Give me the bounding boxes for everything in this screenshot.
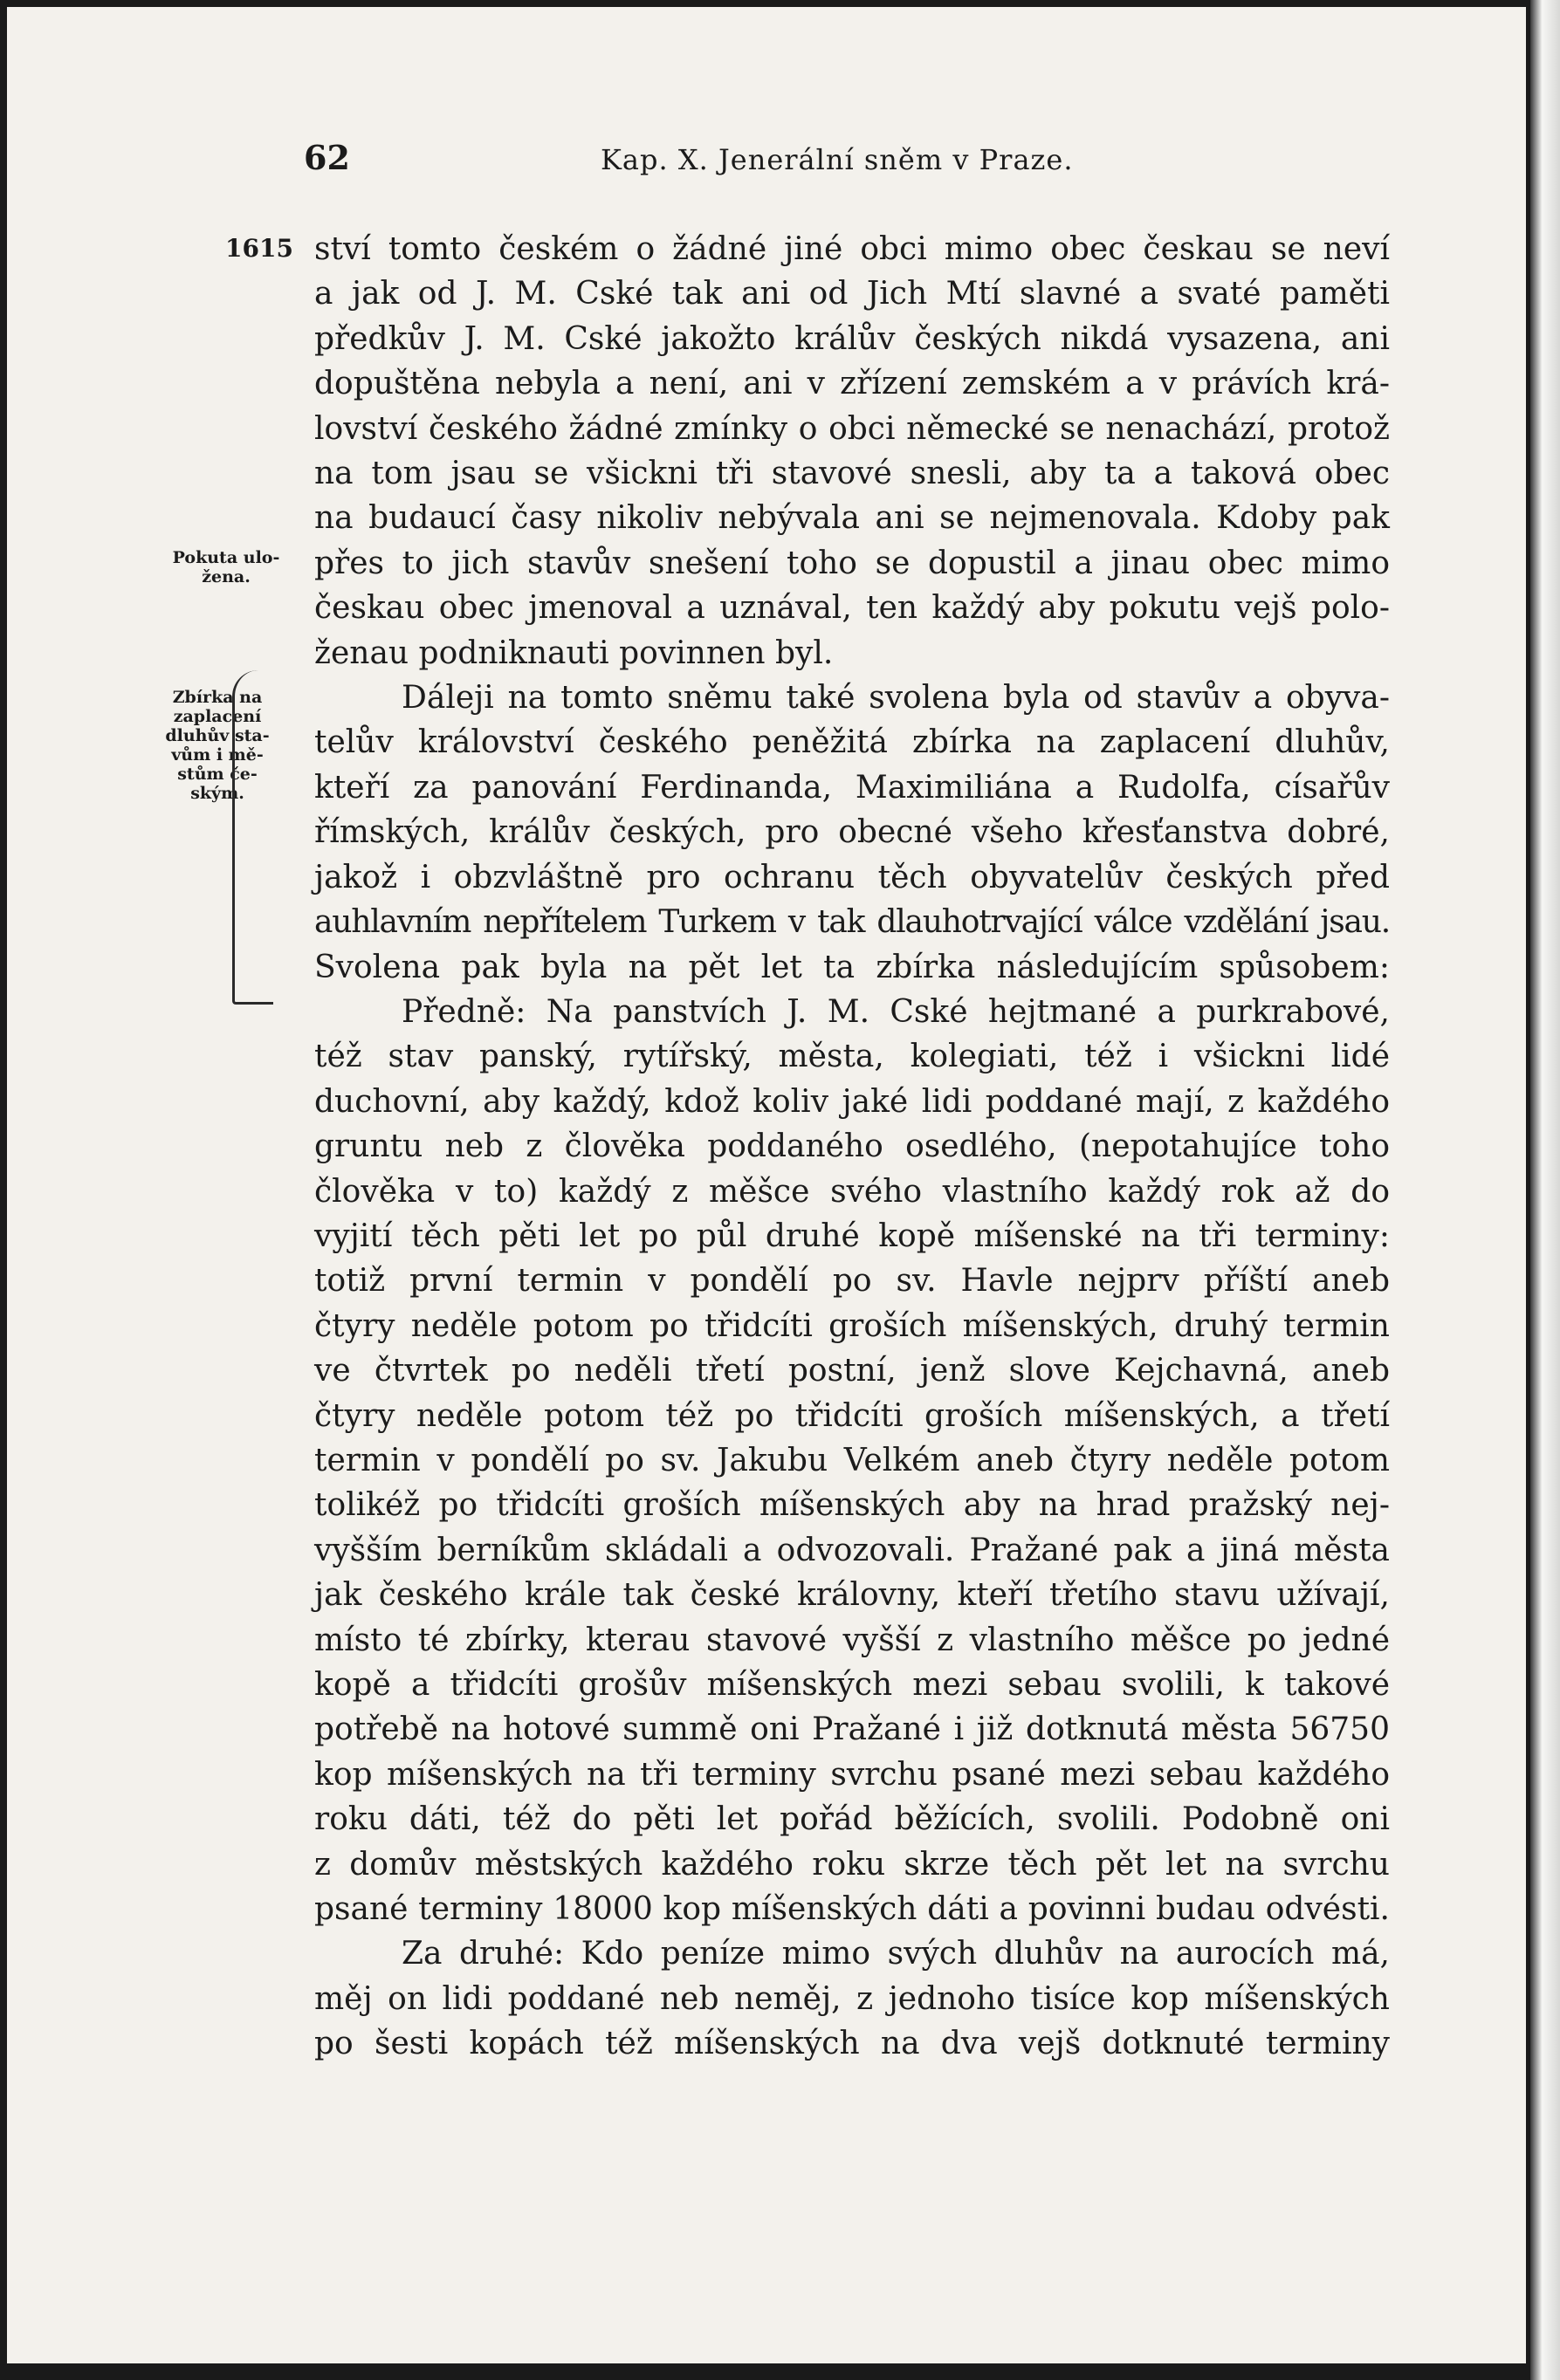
margin-year: 1615: [225, 234, 293, 263]
text-line: Za druhé: Kdo peníze mimo svých dluhův na aurocích má,: [402, 1936, 1390, 1972]
text-line: čtyry neděle potom též po třidcíti groších míšenských, a třetí: [314, 1397, 1390, 1434]
text-line: na budaucí časy nikoliv nebývala ani se nejmenovala. Kdoby pak: [314, 500, 1390, 537]
page-header: [304, 138, 1395, 190]
margin-note-collection: Zbírka na zaplacení dluhův sta- vům i mě- stům če- ským.: [165, 688, 270, 803]
text-line: roku dáti, též do pěti let pořád běžících, svolili. Podobně oni: [314, 1801, 1390, 1838]
text-line: jakož i obzvláštně pro ochranu těch obyvatelův českých před: [314, 859, 1390, 895]
text-line: Dáleji na tomto sněmu také svolena byla od stavův a obyva-: [402, 680, 1390, 717]
text-line: z domův městských každého roku skrze těch pět let na svrchu: [314, 1846, 1390, 1883]
text-line: tolikéž po třidcíti groších míšenských aby na hrad pražský nej-: [314, 1487, 1390, 1524]
text-line: vyšším berníkům skládali a odvozovali. Pražané pak a jiná města: [314, 1532, 1390, 1568]
text-line: ve čtvrtek po neděli třetí postní, jenž slove Kejchavná, aneb: [314, 1353, 1390, 1389]
text-line: římských, králův českých, pro obecné všeho křesťanstva dobré,: [314, 814, 1390, 851]
text-line: čtyry neděle potom po třidcíti groších míšenských, druhý termin: [314, 1307, 1390, 1344]
text-line: kop míšenských na tři terminy svrchu psané mezi sebau každého: [314, 1756, 1390, 1793]
book-page: [7, 7, 1526, 2363]
text-line: přes to jich stavův snešení toho se dopustil a jinau obec mimo: [314, 545, 1390, 581]
page-number: 62: [304, 138, 350, 177]
text-line: ství tomto českém o žádné jiné obci mimo obec českau se neví: [314, 231, 1390, 267]
running-title: Kap. X. Jenerální sněm v Praze.: [601, 143, 1074, 176]
text-line: telův království českého peněžitá zbírka na zaplacení dluhův,: [314, 724, 1390, 761]
text-line: předkův J. M. Cské jakožto králův českých nikdá vysazena, ani: [314, 320, 1390, 357]
text-line: kopě a třidcíti grošův míšenských mezi sebau svolili, k takové: [314, 1667, 1390, 1703]
text-line: jak českého krále tak české královny, kteří třetího stavu užívají,: [314, 1577, 1390, 1614]
text-line: dopuštěna nebyla a není, ani v zřízení zemském a v právích krá-: [314, 366, 1390, 402]
text-line: lovství českého žádné zmínky o obci německé se nenachází, protož: [314, 410, 1390, 447]
text-line: vyjití těch pěti let po půl druhé kopě míšenské na tři terminy:: [314, 1217, 1390, 1254]
text-line: duchovní, aby každý, kdož koliv jaké lidi poddané mají, z každého: [314, 1083, 1390, 1120]
margin-note-penalty: Pokuta ulo- žena.: [172, 548, 280, 586]
text-line: na tom jsau se všickni tři stavové snesli, aby ta a taková obec: [314, 456, 1390, 492]
margin-bracket: [232, 670, 273, 1005]
body-text: [314, 227, 1390, 2067]
page-edge-shadow: [1530, 0, 1560, 2380]
text-line: místo té zbírky, kterau stavové vyšší z vlastního měšce po jedné: [314, 1622, 1390, 1658]
text-line: ženau podniknauti povinnen byl.: [314, 634, 834, 671]
text-line: kteří za panování Ferdinanda, Maximiliána a Rudolfa, císařův: [314, 769, 1390, 806]
text-line: Svolena pak byla na pět let ta zbírka následujícím spůsobem:: [314, 949, 1390, 985]
text-line: psané terminy 18000 kop míšenských dáti a povinni budau odvésti.: [314, 1891, 1390, 1928]
text-line: člověka v to) každý z měšce svého vlastního každý rok až do: [314, 1173, 1390, 1210]
text-line: a jak od J. M. Cské tak ani od Jich Mtí slavné a svaté paměti: [314, 276, 1390, 312]
text-line: Předně: Na panstvích J. M. Cské hejtmané a purkrabové,: [402, 993, 1390, 1030]
text-line: potřebě na hotové summě oni Pražané i již dotknutá města 56750: [314, 1711, 1390, 1748]
text-line: totiž první termin v pondělí po sv. Havle nejprv příští aneb: [314, 1263, 1390, 1300]
text-line: též stav panský, rytířský, města, kolegiati, též i všickni lidé: [314, 1039, 1390, 1075]
text-line: po šesti kopách též míšenských na dva vejš dotknuté terminy: [314, 2026, 1390, 2062]
text-line: měj on lidi poddané neb neměj, z jednoho tisíce kop míšenských: [314, 1980, 1390, 2017]
text-line: gruntu neb z člověka poddaného osedlého, (nepotahujíce toho: [314, 1128, 1390, 1165]
text-line: českau obec jmenoval a uznával, ten každý aby pokutu vejš polo-: [314, 590, 1390, 627]
text-line: auhlavním nepřítelem Turkem v tak dlauhotrvající válce vzdělání jsau.: [314, 904, 1390, 941]
text-line: termin v pondělí po sv. Jakubu Velkém aneb čtyry neděle potom: [314, 1442, 1390, 1478]
